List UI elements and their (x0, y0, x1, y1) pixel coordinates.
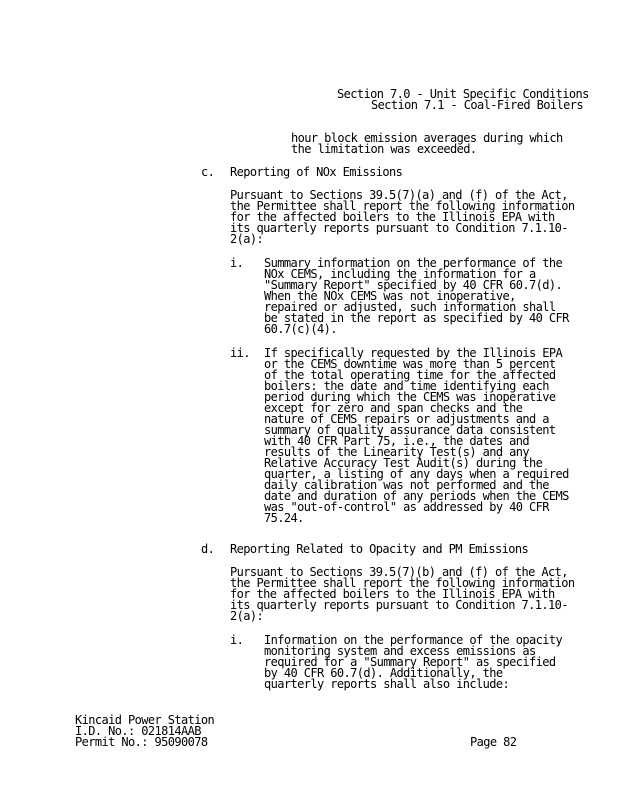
section-d-marker: d. (201, 542, 215, 556)
item-d-i-line: Information on the performance of the opacity (264, 633, 563, 647)
header-section-title: Section 7.0 - Unit Specific Conditions (337, 87, 589, 101)
item-c-i-line: repaired or adjusted, such information shall (264, 300, 556, 314)
carryover-line: hour block emission averages during which (291, 131, 563, 145)
item-c-ii-line: Relative Accuracy Test Audit(s) during the (264, 456, 543, 470)
item-d-i-line: quarterly reports shall also include: (264, 677, 510, 691)
item-c-ii-line: or the CEMS downtime was more than 5 percent (264, 357, 556, 371)
item-c-i-line: Summary information on the performance of the (264, 256, 563, 270)
item-c-ii-line: with 40 CFR Part 75, i.e., the dates and (264, 434, 529, 448)
section-c-intro-line: for the affected boilers to the Illinois EPA with (230, 210, 555, 224)
section-d-intro-line: for the affected boilers to the Illinois EPA with (230, 587, 555, 601)
item-c-i-line: 60.7(c)(4). (264, 322, 337, 336)
section-d-intro-line: its quarterly reports pursuant to Condition 7.1.10- (230, 598, 568, 612)
item-c-ii-line: boilers: the date and time identifying each (264, 379, 549, 393)
item-d-i-line: monitoring system and excess emissions as (264, 644, 536, 658)
item-c-i-marker: i. (230, 256, 244, 270)
item-d-i-marker: i. (230, 633, 244, 647)
item-c-i-line: When the NOx CEMS was not inoperative, (264, 289, 516, 303)
item-c-ii-marker: ii. (230, 346, 250, 360)
footer-page-number: Page 82 (470, 735, 517, 749)
item-d-i-line: required for a "Summary Report" as specified (264, 655, 556, 669)
footer-id-number: I.D. No.: 021814AAB (75, 724, 201, 738)
item-c-ii-line: 75.24. (264, 511, 304, 525)
item-c-ii-line: nature of CEMS repairs or adjustments and a (264, 412, 549, 426)
item-c-ii-line: results of the Linearity Test(s) and any (264, 445, 529, 459)
item-c-ii-line: was "out-of-control" as addressed by 40 CFR (264, 500, 549, 514)
item-c-ii-line: quarter, a listing of any days when a required (264, 467, 569, 481)
section-d-intro-line: 2(a): (230, 609, 264, 623)
section-c-heading: Reporting of NOx Emissions (230, 165, 403, 179)
carryover-line: the limitation was exceeded. (291, 142, 477, 156)
item-c-ii-line: date and duration of any periods when the CEMS (264, 489, 569, 503)
item-c-i-line: "Summary Report" specified by 40 CFR 60.7(d). (264, 278, 563, 292)
section-c-intro-line: its quarterly reports pursuant to Condition 7.1.10- (230, 221, 568, 235)
item-c-ii-line: If specifically requested by the Illinois EPA (264, 346, 563, 360)
header-subsection-title: Section 7.1 - Coal-Fired Boilers (371, 98, 583, 112)
footer-permit-number: Permit No.: 95090078 (75, 735, 208, 749)
section-c-marker: c. (201, 165, 215, 179)
item-d-i-line: by 40 CFR 60.7(d). Additionally, the (264, 666, 503, 680)
footer-facility-name: Kincaid Power Station (75, 713, 215, 727)
section-d-intro-line: Pursuant to Sections 39.5(7)(b) and (f) of the Act, (230, 565, 568, 579)
item-c-ii-line: period during which the CEMS was inoperative (264, 390, 556, 404)
section-d-intro-line: the Permittee shall report the following information (230, 576, 575, 590)
section-d-heading: Reporting Related to Opacity and PM Emissions (230, 542, 529, 556)
item-c-i-line: NOx CEMS, including the information for a (264, 267, 536, 281)
item-c-ii-line: of the total operating time for the affected (264, 368, 556, 382)
item-c-i-line: be stated in the report as specified by 40 CFR (264, 311, 569, 325)
item-c-ii-line: summary of quality assurance data consistent (264, 423, 556, 437)
section-c-intro-line: 2(a): (230, 232, 264, 246)
item-c-ii-line: except for zero and span checks and the (264, 401, 523, 415)
section-c-intro-line: Pursuant to Sections 39.5(7)(a) and (f) of the Act, (230, 188, 568, 202)
item-c-ii-line: daily calibration was not performed and the (264, 478, 549, 492)
section-c-intro-line: the Permittee shall report the following information (230, 199, 575, 213)
